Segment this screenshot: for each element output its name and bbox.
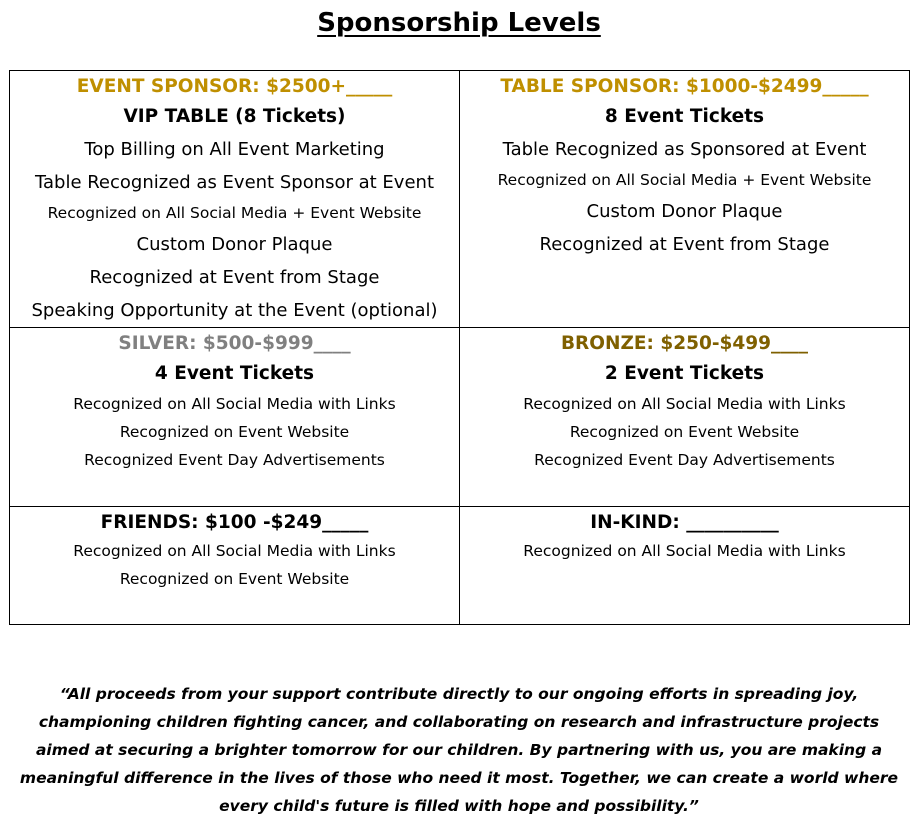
- level-tickets: 2 Event Tickets: [604, 363, 765, 384]
- level-benefit: Top Billing on All Event Marketing: [84, 139, 385, 160]
- level-cell-event-sponsor: [10, 71, 460, 328]
- level-benefit: Recognized on All Social Media + Event Website: [47, 204, 422, 222]
- level-benefit: Recognized Event Day Advertisements: [534, 451, 835, 469]
- level-benefit: Table Recognized as Event Sponsor at Event: [34, 172, 435, 193]
- level-benefit: Custom Donor Plaque: [586, 201, 783, 222]
- level-tickets: 4 Event Tickets: [154, 363, 315, 384]
- level-heading: EVENT SPONSOR: $2500+_____: [76, 76, 393, 97]
- level-benefit: Recognized on All Social Media with Links: [523, 542, 846, 560]
- level-benefit: Recognized at Event from Stage: [89, 267, 380, 288]
- level-benefit: Recognized on Event Website: [569, 423, 800, 441]
- level-cell-friends: [10, 507, 460, 624]
- level-heading: IN-KIND: __________: [590, 512, 779, 533]
- level-tickets: VIP TABLE (8 Tickets): [123, 106, 346, 127]
- level-cell-in-kind: [460, 507, 909, 624]
- level-tickets: 8 Event Tickets: [604, 106, 765, 127]
- level-cell-bronze: [460, 328, 909, 507]
- level-benefit: Recognized Event Day Advertisements: [84, 451, 385, 469]
- level-benefit: Recognized on All Social Media with Links: [73, 542, 396, 560]
- level-cell-silver: [10, 328, 460, 507]
- level-benefit: Recognized on All Social Media with Links: [523, 395, 846, 413]
- level-benefit: Custom Donor Plaque: [136, 234, 333, 255]
- level-benefit: Recognized on All Social Media + Event Website: [497, 171, 872, 189]
- level-benefit: Recognized on Event Website: [119, 423, 350, 441]
- level-benefit: Table Recognized as Sponsored at Event: [502, 139, 867, 160]
- level-heading: SILVER: $500-$999____: [118, 333, 351, 354]
- level-heading: BRONZE: $250-$499____: [560, 333, 809, 354]
- level-cell-table-sponsor: [460, 71, 909, 328]
- page-title: Sponsorship Levels: [317, 8, 601, 38]
- level-benefit: Recognized on All Social Media with Links: [73, 395, 396, 413]
- level-benefit: Speaking Opportunity at the Event (optional): [31, 300, 438, 321]
- level-benefit: Recognized at Event from Stage: [539, 234, 830, 255]
- level-heading: TABLE SPONSOR: $1000-$2499_____: [500, 76, 869, 97]
- sponsorship-levels-table: [9, 70, 910, 625]
- level-benefit: Recognized on Event Website: [119, 570, 350, 588]
- mission-quote: “All proceeds from your support contribute directly to our ongoing efforts in spreading joy, championing children fighting cancer, and collaborating on research and infrastructure projects aimed at securing a brighter tomorrow for our children. By partnering with us, you are making a meaningful difference in the lives of those who need it most. Together, we can create a world where every child's future is filled with hope and possibility.”: [19, 685, 899, 815]
- level-heading: FRIENDS: $100 -$249_____: [100, 512, 369, 533]
